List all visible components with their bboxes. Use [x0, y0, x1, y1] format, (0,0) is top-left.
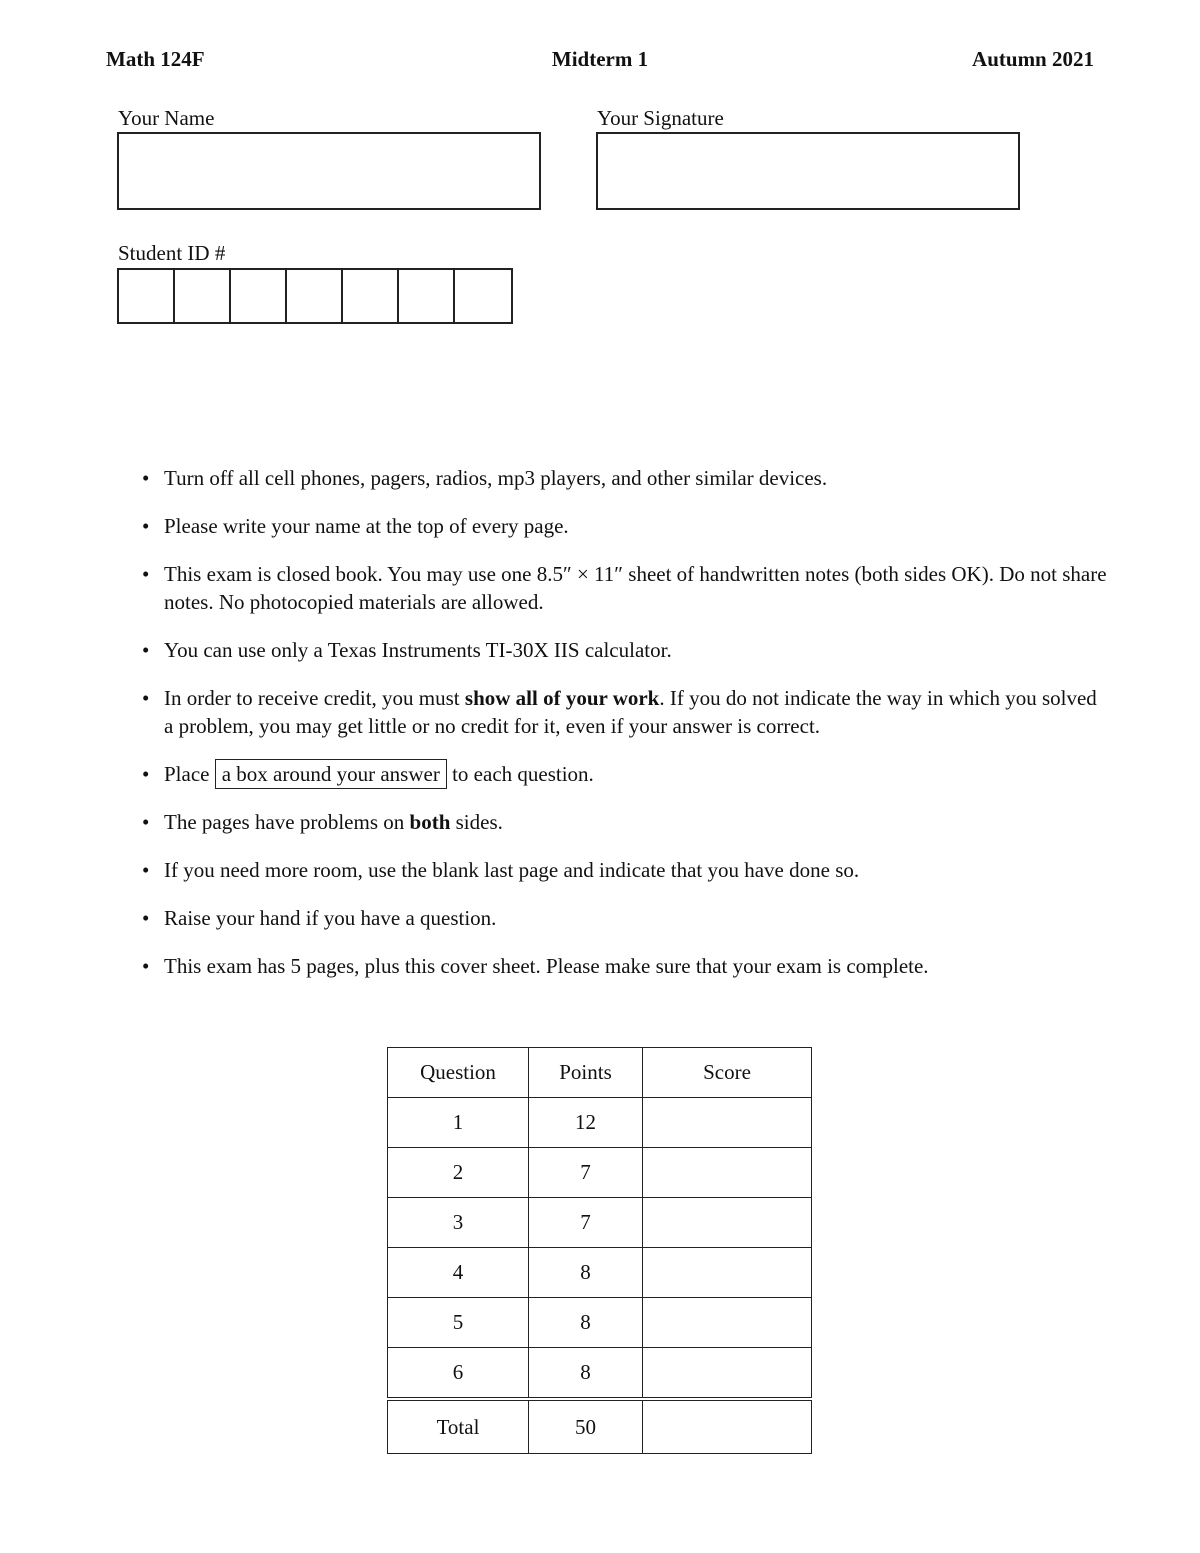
score-cell[interactable] — [643, 1248, 812, 1298]
question-number: 3 — [388, 1198, 529, 1248]
instruction-item: • The pages have problems on both sides. — [140, 808, 1110, 836]
column-header: Score — [643, 1048, 812, 1098]
term-label: Autumn 2021 — [972, 47, 1094, 71]
score-cell[interactable] — [643, 1298, 812, 1348]
total-score-cell[interactable] — [643, 1399, 812, 1454]
table-row — [388, 1148, 812, 1198]
instruction-item: • This exam has 5 pages, plus this cover sheet. Please make sure that your exam is complete. — [140, 952, 1110, 980]
name-field[interactable] — [117, 132, 541, 210]
student-id-digit-box[interactable] — [287, 270, 343, 322]
instruction-item: • Turn off all cell phones, pagers, radios, mp3 players, and other similar devices. — [140, 464, 1110, 492]
question-points: 8 — [529, 1348, 643, 1400]
signature-label: Your Signature — [597, 106, 724, 130]
total-row — [388, 1399, 812, 1454]
score-table — [387, 1047, 812, 1454]
instruction-item: • In order to receive credit, you must show all of your work. If you do not indicate the way in which you solved a problem, you may get little or no credit for it, even if your answer is correct. — [140, 684, 1110, 740]
instructions-list — [140, 464, 1110, 1000]
total-label: Total — [388, 1399, 529, 1454]
table-header-row — [388, 1048, 812, 1098]
signature-field[interactable] — [596, 132, 1020, 210]
score-cell[interactable] — [643, 1098, 812, 1148]
student-id-digit-box[interactable] — [343, 270, 399, 322]
course-title: Math 124F — [106, 47, 205, 71]
student-id-digit-box[interactable] — [455, 270, 511, 322]
question-points: 8 — [529, 1248, 643, 1298]
table-row — [388, 1098, 812, 1148]
instruction-item: • If you need more room, use the blank last page and indicate that you have done so. — [140, 856, 1110, 884]
student-id-digit-box[interactable] — [175, 270, 231, 322]
score-cell[interactable] — [643, 1148, 812, 1198]
student-id-digit-box[interactable] — [399, 270, 455, 322]
student-id-label: Student ID # — [118, 241, 226, 265]
column-header: Points — [529, 1048, 643, 1098]
instruction-item: • Please write your name at the top of every page. — [140, 512, 1110, 540]
table-row — [388, 1198, 812, 1248]
table-row — [388, 1248, 812, 1298]
instruction-item: • You can use only a Texas Instruments TI-30X IIS calculator. — [140, 636, 1110, 664]
student-id-digit-box[interactable] — [231, 270, 287, 322]
question-points: 7 — [529, 1148, 643, 1198]
score-cell[interactable] — [643, 1348, 812, 1400]
total-points: 50 — [529, 1399, 643, 1454]
name-label: Your Name — [118, 106, 215, 130]
score-cell[interactable] — [643, 1198, 812, 1248]
instruction-item: • This exam is closed book. You may use one 8.5″ × 11″ sheet of handwritten notes (both sides OK). Do not share notes. No photocopied materials are allowed. — [140, 560, 1110, 616]
student-id-digit-box[interactable] — [119, 270, 175, 322]
emphasis-text: show all of your work — [464, 686, 660, 710]
instruction-item: • Place a box around your answer to each question. — [140, 760, 1110, 788]
emphasis-text: both — [409, 810, 451, 834]
table-row — [388, 1348, 812, 1400]
question-number: 4 — [388, 1248, 529, 1298]
question-number: 6 — [388, 1348, 529, 1400]
column-header: Question — [388, 1048, 529, 1098]
question-number: 1 — [388, 1098, 529, 1148]
question-number: 2 — [388, 1148, 529, 1198]
table-row — [388, 1298, 812, 1348]
boxed-answer-example: a box around your answer — [215, 759, 447, 789]
question-points: 12 — [529, 1098, 643, 1148]
question-number: 5 — [388, 1298, 529, 1348]
exam-title: Midterm 1 — [551, 47, 649, 71]
student-id-grid — [117, 268, 513, 324]
question-points: 7 — [529, 1198, 643, 1248]
instruction-item: • Raise your hand if you have a question. — [140, 904, 1110, 932]
question-points: 8 — [529, 1298, 643, 1348]
